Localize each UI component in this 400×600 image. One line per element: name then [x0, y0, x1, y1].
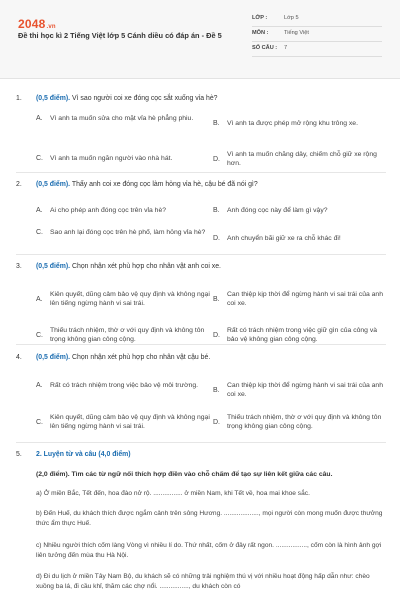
option-a[interactable]: A. Kiên quyết, dũng cảm bảo vệ quy định và không ngại lên tiếng ngừng hành vi sai trái.	[36, 291, 210, 308]
option-b[interactable]: B. Vì anh ta được phép mở rộng khu trông xe.	[213, 120, 358, 128]
meta-row-class: LỚP : Lớp 5	[252, 12, 382, 27]
option-a[interactable]: A. Ai cho phép anh đóng cọc trên vỉa hè?	[36, 207, 167, 215]
option-c[interactable]: C. Kiên quyết, dũng cảm bảo vệ quy định và không ngại lên tiếng ngừng hành vi sai trái.	[36, 414, 210, 431]
fill-blank-c: c) Nhiều người thích cốm làng Vòng vì nhiều lí do. Thứ nhất, cốm ở đây rất ngon. ................., cốm còn là hình ảnh gợi liên tưởng đến mùa thu Hà Nội.	[36, 542, 382, 560]
question-3	[16, 262, 388, 344]
meta-row-subject: MÔN : Tiếng Việt	[252, 27, 382, 42]
option-c[interactable]: C. Thiếu trách nhiệm, thờ ơ với quy định và không tôn trọng không gian công cộng.	[36, 327, 205, 344]
question-stem: 1. (0,5 điểm). Vì sao người coi xe đóng cọc sắt xuống vỉa hè?	[16, 95, 218, 102]
question-1	[16, 94, 388, 168]
divider	[16, 442, 386, 443]
question-stem: 3. (0,5 điểm). Chọn nhận xét phù hợp cho nhân vật anh coi xe.	[16, 263, 221, 270]
option-b[interactable]: B. Anh đóng cọc này để làm gì vậy?	[213, 207, 328, 215]
option-a[interactable]: A. Rất có trách nhiệm trong việc bảo vệ môi trường.	[36, 382, 199, 390]
header-divider	[0, 78, 400, 79]
option-b[interactable]: B. Can thiệp kịp thời để ngừng hành vi sai trái của anh coi xe.	[213, 382, 383, 399]
divider	[16, 344, 386, 345]
fill-blank-d: d) Đi du lịch ở miền Tây Nam Bộ, du khách sẽ có những trải nghiệm thú vị với nhiều hoạt động hấp dẫn như: chèo xuồng ba lá, đi cầu khỉ, thăm các chợ nổi. ................, du khách còn có	[36, 573, 370, 591]
section-5-heading: 5. 2. Luyện từ và câu (4,0 điểm)	[16, 451, 131, 458]
option-d[interactable]: D. Vì anh ta muốn chăng dây, chiếm chỗ giữ xe rộng hơn.	[213, 151, 377, 168]
option-c[interactable]: C. Vì anh ta muốn ngăn người vào nhà hát.	[36, 155, 173, 163]
section-instruction: (2,0 điểm). Tìm các từ ngữ nối thích hợp điền vào chỗ chấm để tạo sự liên kết giữa các câu.	[36, 471, 333, 478]
option-a[interactable]: A. Vì anh ta muốn sửa cho mặt vỉa hè phẳng phiu.	[36, 115, 194, 123]
site-logo[interactable]: 2048.vn	[18, 17, 56, 31]
options	[36, 110, 388, 168]
meta-row-count: SỐ CÂU : 7	[252, 42, 382, 57]
question-stem: 4. (0,5 điểm). Chọn nhận xét phù hợp cho nhân vật cậu bé.	[16, 354, 211, 361]
option-b[interactable]: B. Can thiệp kịp thời để ngừng hành vi sai trái của anh coi xe.	[213, 291, 383, 308]
question-4	[16, 353, 388, 431]
option-d[interactable]: D. Anh chuyển bãi giữ xe ra chỗ khác đi!	[213, 235, 341, 243]
document-title: Đề thi học kì 2 Tiếng Việt lớp 5 Cánh diều có đáp án - Đề 5	[18, 31, 222, 40]
question-stem: 2. (0,5 điểm). Thấy anh coi xe đóng cọc làm hỏng vỉa hè, cậu bé đã nói gì?	[16, 181, 258, 188]
option-d[interactable]: D. Thiếu trách nhiệm, thờ ơ với quy định và không tôn trọng không gian công cộng.	[213, 414, 382, 431]
meta-table	[252, 12, 382, 57]
option-c[interactable]: C. Sao anh lại đóng cọc trên hè phố, làm hỏng vỉa hè?	[36, 229, 206, 237]
fill-blank-a: a) Ở miền Bắc, Tết đến, hoa đào nở rộ. ................ ở miền Nam, khi Tết về, hoa mai khoe sắc.	[36, 490, 310, 497]
divider	[16, 172, 386, 173]
divider	[16, 254, 386, 255]
document-header	[0, 0, 400, 78]
fill-blank-b: b) Đến Huế, du khách thích được ngắm cảnh trên sông Hương. ..................., mọi người còn mong muốn được thưởng thức ẩm thực Huế.	[36, 510, 383, 528]
question-2	[16, 180, 388, 243]
option-d[interactable]: D. Rất có trách nhiệm trong việc giữ gìn của công và bảo vệ không gian công cộng.	[213, 327, 378, 344]
